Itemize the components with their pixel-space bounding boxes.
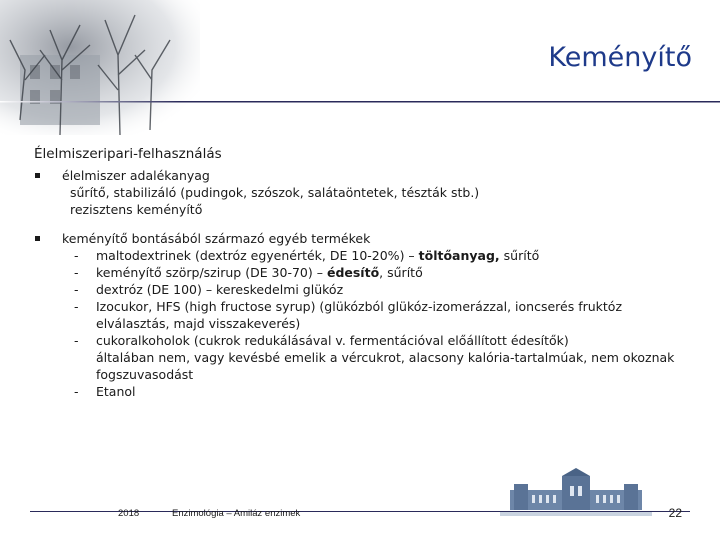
dash-marker: - xyxy=(74,299,79,314)
slide-content xyxy=(34,146,694,400)
page-number: 22 xyxy=(668,506,682,520)
list-item xyxy=(34,281,694,298)
item-text: dextróz (DE 100) – kereskedelmi glükóz xyxy=(96,282,344,297)
dash-marker: - xyxy=(74,333,79,348)
bullet-label: élelmiszer adalékanyag xyxy=(62,168,210,183)
university-building-logo xyxy=(500,468,652,516)
bullet-item xyxy=(34,230,694,247)
bullet-subline: rezisztens keményítő xyxy=(70,202,203,217)
item-text: Izocukor, HFS (high fructose syrup) (glükózból glükóz-izomerázzal, ioncserés fruktóz xyxy=(96,299,623,314)
list-item xyxy=(34,247,694,264)
list-item xyxy=(34,383,694,400)
dash-marker: - xyxy=(74,248,79,263)
item-text-continued: általában nem, vagy kevésbé emelik a vércukrot, alacsony kalória-tartalmúak, nem okoznak xyxy=(96,350,675,365)
bullet-square-icon xyxy=(35,173,40,178)
dash-marker: - xyxy=(74,265,79,280)
list-item xyxy=(34,264,694,281)
item-text-continued: fogszuvasodást xyxy=(96,367,194,382)
footer-course: Enzimológia – Amiláz enzimek xyxy=(172,508,301,519)
item-text-continued: elválasztás, majd visszakeverés) xyxy=(96,316,301,331)
item-text: maltodextrinek (dextróz egyenérték, DE 10-20%) – xyxy=(96,248,419,263)
footer-year: 2018 xyxy=(118,508,140,519)
corner-photo-image xyxy=(0,0,200,135)
item-text: cukoralkoholok (cukrok redukálásával v. fermentációval előállított édesítők) xyxy=(96,333,569,348)
item-emphasis: töltőanyag, xyxy=(418,248,500,263)
section-heading: Élelmiszeripari-felhasználás xyxy=(34,146,222,162)
item-emphasis: édesítő xyxy=(326,265,380,280)
bullet-label: keményítő bontásából származó egyéb termékek xyxy=(62,231,371,246)
slide-title: Keményítő xyxy=(548,42,692,73)
title-divider xyxy=(0,101,720,105)
list-item xyxy=(34,332,694,383)
bullet-item xyxy=(34,167,694,218)
item-text-end: , sűrítő xyxy=(379,265,423,280)
list-item xyxy=(34,298,694,332)
bullet-subline: sűrítő, stabilizáló (pudingok, szószok, salátaöntetek, tészták stb.) xyxy=(70,185,480,200)
item-text-end: sűrítő xyxy=(499,248,540,263)
dash-marker: - xyxy=(74,384,79,399)
bullet-square-icon xyxy=(35,236,40,241)
dash-marker: - xyxy=(74,282,79,297)
item-text: keményítő szörp/szirup (DE 30-70) – xyxy=(96,265,327,280)
item-text: Etanol xyxy=(96,384,136,399)
